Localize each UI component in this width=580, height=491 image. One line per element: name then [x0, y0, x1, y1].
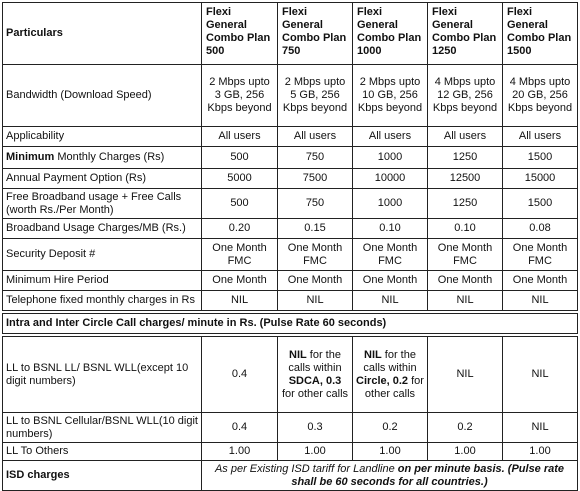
- cell: NIL: [202, 291, 278, 311]
- row-label: Applicability: [3, 127, 202, 147]
- label-rest: Monthly Charges (Rs): [54, 151, 165, 163]
- ll-cellular-row: [3, 413, 578, 443]
- free-usage-row: [3, 189, 578, 219]
- cell: 12500: [428, 169, 503, 189]
- header-row: [3, 3, 578, 65]
- cell: 0.2: [428, 413, 503, 443]
- cell: 4 Mbps upto 12 GB, 256 Kbps beyond: [428, 65, 503, 127]
- cell: 1.00: [503, 443, 578, 461]
- cell: One Month FMC: [353, 239, 428, 271]
- cell-text: for other calls: [281, 387, 349, 400]
- annual-row: [3, 169, 578, 189]
- cell: NIL: [428, 337, 503, 413]
- row-label: LL To Others: [3, 443, 202, 461]
- row-label: LL to BSNL Cellular/BSNL WLL(10 digit numbers): [3, 413, 202, 443]
- cell: 0.2: [353, 413, 428, 443]
- cell: 1000: [353, 147, 428, 169]
- cell: One Month FMC: [278, 239, 353, 271]
- cell: [353, 337, 428, 413]
- cell: 0.3: [278, 413, 353, 443]
- cell: 2 Mbps upto 3 GB, 256 Kbps beyond: [202, 65, 278, 127]
- cell: One Month: [353, 271, 428, 291]
- cell: All users: [278, 127, 353, 147]
- cell: One Month: [202, 271, 278, 291]
- min-monthly-row: [3, 147, 578, 169]
- usage-charges-row: [3, 219, 578, 239]
- cell: One Month: [278, 271, 353, 291]
- section-title: Intra and Inter Circle Call charges/ minute in Rs. (Pulse Rate 60 seconds): [3, 314, 578, 334]
- cell: 750: [278, 147, 353, 169]
- cell: 1250: [428, 189, 503, 219]
- cell: One Month FMC: [428, 239, 503, 271]
- isd-text: [202, 461, 578, 491]
- cell: NIL: [428, 291, 503, 311]
- isd-row: [3, 461, 578, 491]
- cell-text: for the calls within: [363, 348, 417, 374]
- cell: NIL: [503, 337, 578, 413]
- cell: 0.08: [503, 219, 578, 239]
- row-label: Annual Payment Option (Rs): [3, 169, 202, 189]
- bandwidth-row: [3, 65, 578, 127]
- cell: 0.15: [278, 219, 353, 239]
- hire-period-row: [3, 271, 578, 291]
- cell: 1500: [503, 147, 578, 169]
- row-label: Security Deposit #: [3, 239, 202, 271]
- cell-text: for the calls within: [288, 348, 342, 374]
- cell-bold: SDCA, 0.3: [288, 374, 342, 387]
- row-label: Bandwidth (Download Speed): [3, 65, 202, 127]
- cell: 1.00: [202, 443, 278, 461]
- isd-text-b: on per minute basis. (Pulse rate shall be 60 seconds for all countries.): [291, 462, 565, 488]
- cell-bold: Circle, 0.2: [356, 374, 409, 387]
- isd-label: ISD charges: [3, 461, 202, 491]
- cell: NIL: [278, 291, 353, 311]
- cell: 750: [278, 189, 353, 219]
- cell: 7500: [278, 169, 353, 189]
- cell: 1500: [503, 189, 578, 219]
- cell: 0.10: [353, 219, 428, 239]
- cell: All users: [503, 127, 578, 147]
- tariff-table: [2, 2, 578, 491]
- ll-others-row: [3, 443, 578, 461]
- cell: 0.10: [428, 219, 503, 239]
- particulars-header: Particulars: [3, 3, 202, 65]
- cell: 2 Mbps upto 5 GB, 256 Kbps beyond: [278, 65, 353, 127]
- cell: 15000: [503, 169, 578, 189]
- cell-nil: NIL: [289, 348, 307, 361]
- telephone-row: [3, 291, 578, 311]
- row-label: [3, 147, 202, 169]
- security-row: [3, 239, 578, 271]
- plan-header-1000: Flexi General Combo Plan 1000: [353, 3, 428, 65]
- cell: 0.20: [202, 219, 278, 239]
- plan-header-500: Flexi General Combo Plan 500: [202, 3, 278, 65]
- cell: 1.00: [428, 443, 503, 461]
- cell: 1.00: [278, 443, 353, 461]
- row-label: LL to BSNL LL/ BSNL WLL(except 10 digit numbers): [3, 337, 202, 413]
- cell: 10000: [353, 169, 428, 189]
- cell: One Month FMC: [202, 239, 278, 271]
- cell: One Month FMC: [503, 239, 578, 271]
- cell: NIL: [503, 413, 578, 443]
- cell: NIL: [353, 291, 428, 311]
- row-label: Free Broadband usage + Free Calls (worth Rs./Per Month): [3, 189, 202, 219]
- plan-header-750: Flexi General Combo Plan 750: [278, 3, 353, 65]
- cell: All users: [428, 127, 503, 147]
- cell: 2 Mbps upto 10 GB, 256 Kbps beyond: [353, 65, 428, 127]
- cell-text: for other calls: [364, 374, 424, 400]
- row-label: Telephone fixed monthly charges in Rs: [3, 291, 202, 311]
- applicability-row: [3, 127, 578, 147]
- plan-header-1500: Flexi General Combo Plan 1500: [503, 3, 578, 65]
- cell: All users: [202, 127, 278, 147]
- plan-header-1250: Flexi General Combo Plan 1250: [428, 3, 503, 65]
- cell: 5000: [202, 169, 278, 189]
- cell: NIL: [503, 291, 578, 311]
- cell: 1000: [353, 189, 428, 219]
- cell: 4 Mbps upto 20 GB, 256 Kbps beyond: [503, 65, 578, 127]
- cell: [278, 337, 353, 413]
- section-row: [3, 314, 578, 334]
- cell: 1250: [428, 147, 503, 169]
- row-label: Minimum Hire Period: [3, 271, 202, 291]
- cell: 1.00: [353, 443, 428, 461]
- cell: One Month: [428, 271, 503, 291]
- cell: One Month: [503, 271, 578, 291]
- label-bold: Minimum: [6, 151, 55, 163]
- cell: 500: [202, 189, 278, 219]
- cell: 0.4: [202, 413, 278, 443]
- cell: 500: [202, 147, 278, 169]
- ll-bsnl-row: [3, 337, 578, 413]
- cell: All users: [353, 127, 428, 147]
- isd-text-a: As per Existing ISD tariff for Landline: [214, 462, 398, 475]
- cell-nil: NIL: [364, 348, 382, 361]
- cell: 0.4: [202, 337, 278, 413]
- row-label: Broadband Usage Charges/MB (Rs.): [3, 219, 202, 239]
